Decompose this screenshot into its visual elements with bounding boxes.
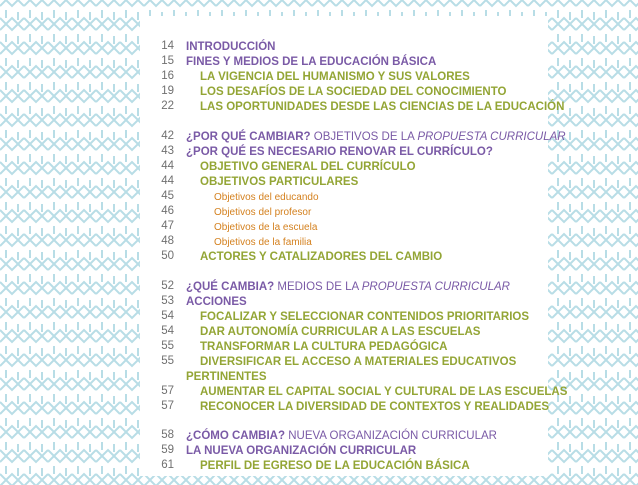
toc-entry[interactable]: [0, 68, 638, 84]
toc-entry[interactable]: [0, 383, 638, 399]
toc-page-number: 47: [161, 220, 174, 232]
toc-entry[interactable]: [0, 442, 638, 458]
toc-title-part: FOCALIZAR Y SELECCIONAR CONTENIDOS PRIORITARIOS: [200, 311, 530, 323]
toc-page-number: 58: [161, 429, 174, 441]
toc-title-part: OBJETIVOS PARTICULARES: [200, 176, 359, 188]
toc-page-number: 16: [161, 70, 174, 82]
toc-entry-title: [200, 248, 442, 265]
toc-page-number: 52: [161, 280, 174, 292]
toc-page-number: 50: [161, 250, 174, 262]
toc-entry[interactable]: [0, 83, 638, 99]
toc-entry[interactable]: [0, 173, 638, 189]
toc-title-part: Objetivos de la familia: [214, 237, 312, 248]
toc-page-number: 55: [161, 340, 174, 352]
toc-page-number: 45: [161, 190, 174, 202]
toc-title-part: AUMENTAR EL CAPITAL SOCIAL Y CULTURAL DE LAS ESCUELAS: [200, 386, 568, 398]
toc-page-number: 19: [161, 85, 174, 97]
toc-entry[interactable]: [0, 53, 638, 69]
toc-title-part: ¿CÓMO CAMBIA?: [186, 430, 286, 442]
toc-title-part: LA NUEVA ORGANIZACIÓN CURRICULAR: [186, 445, 417, 457]
toc-entry[interactable]: [0, 278, 638, 294]
toc-title-part: ¿POR QUÉ ES NECESARIO RENOVAR EL CURRÍCULO?: [186, 146, 493, 158]
toc-entry[interactable]: [0, 128, 638, 144]
toc-title-part: ¿QUÉ CAMBIA?: [186, 281, 275, 293]
toc-title-part: RECONOCER LA DIVERSIDAD DE CONTEXTOS Y REALIDADES: [200, 401, 550, 413]
toc-title-part: OBJETIVOS DE LA: [310, 131, 418, 143]
toc-page-number: 59: [161, 444, 174, 456]
toc-title-part: INTRODUCCIÓN: [186, 41, 276, 53]
toc-title-part: Objetivos de la escuela: [214, 222, 318, 233]
toc-entry[interactable]: [0, 143, 638, 159]
toc-entry-title: [200, 398, 549, 415]
toc-page-number: 54: [161, 325, 174, 337]
toc-title-part: DIVERSIFICAR EL ACCESO A MATERIALES EDUCATIVOS: [200, 356, 517, 368]
toc-entry[interactable]: [0, 427, 638, 443]
toc-title-part: ACTORES Y CATALIZADORES DEL CAMBIO: [200, 251, 443, 263]
toc-page-number: 44: [161, 160, 174, 172]
toc-entry-title: [200, 98, 564, 115]
toc-title-part: PROPUESTA CURRICULAR: [361, 281, 510, 293]
toc-title-part: TRANSFORMAR LA CULTURA PEDAGÓGICA: [200, 341, 448, 353]
toc-page-number: 61: [161, 459, 174, 471]
toc-title-part: Objetivos del educando: [214, 192, 319, 203]
toc-entry[interactable]: [0, 368, 638, 384]
toc-page-number: 53: [161, 295, 174, 307]
toc-entry[interactable]: [0, 158, 638, 174]
toc-page-number: 42: [161, 130, 174, 142]
toc-entry[interactable]: [0, 38, 638, 54]
toc-entry[interactable]: [0, 398, 638, 414]
toc-entry[interactable]: [0, 98, 638, 114]
toc-page-number: 43: [161, 145, 174, 157]
toc-entry[interactable]: [0, 308, 638, 324]
toc-entry[interactable]: [0, 353, 638, 369]
toc-page-number: 48: [161, 235, 174, 247]
toc-page-number: 54: [161, 310, 174, 322]
toc-title-part: LOS DESAFÍOS DE LA SOCIEDAD DEL CONOCIMIENTO: [200, 86, 507, 98]
toc-entry[interactable]: [0, 323, 638, 339]
toc-page-number: 15: [161, 55, 174, 67]
toc-entry[interactable]: [0, 218, 638, 234]
toc-title-part: FINES Y MEDIOS DE LA EDUCACIÓN BÁSICA: [186, 56, 437, 68]
toc-entry[interactable]: [0, 338, 638, 354]
toc-page-number: 55: [161, 355, 174, 367]
toc-title-part: MEDIOS DE LA: [274, 281, 362, 293]
toc-entry[interactable]: [0, 248, 638, 264]
toc-title-part: PROPUESTA CURRICULAR: [417, 131, 566, 143]
toc-title-part: NUEVA ORGANIZACIÓN CURRICULAR: [285, 430, 497, 442]
toc-page-number: 57: [161, 385, 174, 397]
toc-title-part: PERFIL DE EGRESO DE LA EDUCACIÓN BÁSICA: [200, 460, 470, 472]
toc-entry[interactable]: [0, 293, 638, 309]
toc-entry[interactable]: [0, 188, 638, 204]
toc-page-number: 44: [161, 175, 174, 187]
toc-title-part: ¿POR QUÉ CAMBIAR?: [186, 131, 311, 143]
toc-title-part: Objetivos del profesor: [214, 207, 312, 218]
toc-entry[interactable]: [0, 233, 638, 249]
toc-title-part: ACCIONES: [186, 296, 247, 308]
toc-page-number: 57: [161, 400, 174, 412]
toc-page-number: 22: [161, 100, 174, 112]
toc-title-part: PERTINENTES: [186, 371, 267, 383]
toc-title-part: LA VIGENCIA DEL HUMANISMO Y SUS VALORES: [200, 71, 470, 83]
toc-entry-title: [200, 457, 470, 474]
toc-entry[interactable]: [0, 203, 638, 219]
toc-page-number: 14: [161, 40, 174, 52]
toc-entry[interactable]: [0, 457, 638, 473]
toc-title-part: OBJETIVO GENERAL DEL CURRÍCULO: [200, 161, 416, 173]
toc-page-number: 46: [161, 205, 174, 217]
toc-title-part: DAR AUTONOMÍA CURRICULAR A LAS ESCUELAS: [200, 326, 481, 338]
toc-title-part: LAS OPORTUNIDADES DESDE LAS CIENCIAS DE LA EDUCACIÓN: [200, 101, 565, 113]
